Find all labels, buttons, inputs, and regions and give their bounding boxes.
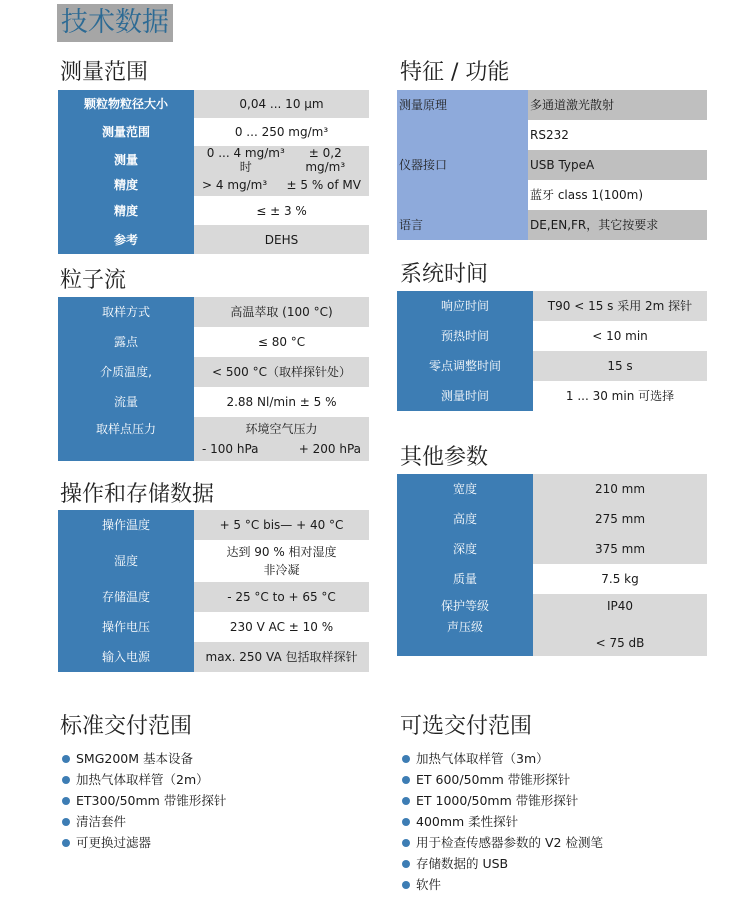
- bullet-icon: [62, 776, 70, 784]
- bullet-icon: [62, 839, 70, 847]
- row-label: 取样点压力: [58, 417, 194, 461]
- table-row: [397, 381, 707, 411]
- table-row: [58, 196, 369, 225]
- list-item: SMG200M 基本设备: [60, 748, 226, 769]
- row-value: 蓝牙 class 1(100m): [528, 180, 707, 210]
- table-row: [58, 510, 369, 540]
- row-value: - 25 °C to + 65 °C: [194, 582, 369, 612]
- row-label: 参考: [58, 225, 194, 254]
- list-item: 清洁套件: [60, 811, 226, 832]
- table-row: [397, 474, 707, 504]
- row-value: max. 250 VA 包括取样探针: [194, 642, 369, 672]
- row-label: 质量: [397, 564, 533, 594]
- bullet-icon: [62, 818, 70, 826]
- table-row: [397, 210, 707, 240]
- value-a: 0 ... 4 mg/m³ 时: [206, 146, 285, 174]
- row-value: 375 mm: [533, 534, 707, 564]
- measure-section-title: 测量范围: [60, 60, 149, 85]
- bullet-icon: [402, 776, 410, 784]
- table-row: [58, 174, 369, 196]
- table-row: [58, 540, 369, 582]
- table-row: [58, 118, 369, 146]
- row-value: < 10 min: [533, 321, 707, 351]
- table-row: [397, 321, 707, 351]
- row-label: 介质温度,: [58, 357, 194, 387]
- row-value: DE,EN,FR，其它按要求: [528, 210, 707, 240]
- bullet-icon: [402, 797, 410, 805]
- row-value: 高温萃取 (100 °C): [194, 297, 369, 327]
- list-item: ET 1000/50mm 带锥形探针: [400, 790, 603, 811]
- row-label: 颗粒物粒径大小: [58, 90, 194, 118]
- row-label: 测量时间: [397, 381, 533, 411]
- features-table: [397, 90, 707, 240]
- row-value: 0,04 ... 10 µm: [194, 90, 369, 118]
- list-item: ET300/50mm 带锥形探针: [60, 790, 226, 811]
- row-value: 2.88 Nl/min ± 5 %: [194, 387, 369, 417]
- row-label: 操作电压: [58, 612, 194, 642]
- list-item: 用于检查传感器参数的 V2 检测笔: [400, 832, 603, 853]
- table-row: [58, 146, 369, 174]
- row-value: USB TypeA: [528, 150, 707, 180]
- row-value: 多通道激光散射: [528, 90, 707, 120]
- table-row: [397, 120, 707, 150]
- row-value: [194, 417, 369, 461]
- row-label: 仪器接口: [397, 120, 528, 210]
- operation-table: [58, 510, 369, 672]
- row-value: DEHS: [194, 225, 369, 254]
- other-section-title: 其他参数: [400, 445, 489, 470]
- table-row: [58, 357, 369, 387]
- table-row: [58, 90, 369, 118]
- value-a: 达到 90 % 相对湿度: [226, 545, 337, 559]
- table-row: [58, 582, 369, 612]
- table-row: [58, 297, 369, 327]
- table-row: [397, 534, 707, 564]
- table-row: [58, 225, 369, 254]
- bullet-icon: [402, 755, 410, 763]
- row-value: 275 mm: [533, 504, 707, 534]
- other-table: [397, 474, 707, 656]
- row-label: 测量原理: [397, 90, 528, 120]
- page-title: 技术数据: [57, 4, 173, 42]
- value-b: ± 0,2 mg/m³: [305, 146, 346, 174]
- row-label: 输入电源: [58, 642, 194, 672]
- row-value: < 75 dB: [533, 618, 707, 656]
- bullet-icon: [62, 797, 70, 805]
- table-row: [397, 618, 707, 656]
- row-label: 露点: [58, 327, 194, 357]
- list-item: 400mm 柔性探针: [400, 811, 603, 832]
- value-a: > 4 mg/m³: [202, 178, 268, 192]
- measure-table: [58, 90, 369, 254]
- features-section-title: 特征 / 功能: [400, 60, 510, 85]
- table-row: [397, 90, 707, 120]
- row-value: ≤ 80 °C: [194, 327, 369, 357]
- row-value: T90 < 15 s 采用 2m 探针: [533, 291, 707, 321]
- row-label: 精度: [58, 174, 194, 196]
- row-label: 存储温度: [58, 582, 194, 612]
- table-row: [397, 564, 707, 594]
- table-row: [397, 504, 707, 534]
- row-value: RS232: [528, 120, 707, 150]
- table-row: [58, 612, 369, 642]
- row-label: 测量范围: [58, 118, 194, 146]
- row-label: 高度: [397, 504, 533, 534]
- optional-section-title: 可选交付范围: [400, 714, 533, 739]
- particle-section-title: 粒子流: [60, 268, 127, 293]
- row-value: ≤ ± 3 %: [194, 196, 369, 225]
- table-row: [58, 417, 369, 461]
- row-value: < 500 °C（取样探针处）: [194, 357, 369, 387]
- row-value: [194, 540, 369, 582]
- row-value: 1 ... 30 min 可选择: [533, 381, 707, 411]
- table-row: [58, 327, 369, 357]
- standard-section-title: 标准交付范围: [60, 714, 193, 739]
- row-label: 语言: [397, 210, 528, 240]
- table-row: [58, 642, 369, 672]
- value-b: 非冷凝: [263, 563, 300, 577]
- row-label: 流量: [58, 387, 194, 417]
- operation-section-title: 操作和存储数据: [60, 482, 215, 507]
- row-value: + 5 °C bis— + 40 °C: [194, 510, 369, 540]
- row-label: 预热时间: [397, 321, 533, 351]
- bullet-icon: [402, 881, 410, 889]
- table-row: [397, 594, 707, 618]
- system-time-table: [397, 291, 707, 411]
- system-time-section-title: 系统时间: [400, 262, 489, 287]
- row-value: IP40: [533, 594, 707, 618]
- value-a: - 100 hPa: [202, 442, 259, 456]
- particle-table: [58, 297, 369, 461]
- row-label: 宽度: [397, 474, 533, 504]
- value-b: + 200 hPa: [298, 442, 361, 456]
- row-label: 响应时间: [397, 291, 533, 321]
- row-value: [194, 146, 369, 174]
- list-item: 加热气体取样管（2m）: [60, 769, 226, 790]
- row-label: 声压级: [397, 618, 533, 656]
- row-value: 15 s: [533, 351, 707, 381]
- value-b: ± 5 % of MV: [286, 178, 361, 192]
- optional-list: [400, 748, 603, 895]
- row-label: 保护等级: [397, 594, 533, 618]
- row-value: [194, 174, 369, 196]
- row-value: 230 V AC ± 10 %: [194, 612, 369, 642]
- value-main: 环境空气压力: [245, 422, 318, 436]
- row-label: 零点调整时间: [397, 351, 533, 381]
- row-label: 湿度: [58, 540, 194, 582]
- bullet-icon: [402, 839, 410, 847]
- table-row: [58, 387, 369, 417]
- row-label: 取样方式: [58, 297, 194, 327]
- row-value: 7.5 kg: [533, 564, 707, 594]
- row-label: 操作温度: [58, 510, 194, 540]
- bullet-icon: [62, 755, 70, 763]
- row-label: 测量: [58, 146, 194, 174]
- row-value: 0 ... 250 mg/m³: [194, 118, 369, 146]
- row-label: 精度: [58, 196, 194, 225]
- list-item: 加热气体取样管（3m）: [400, 748, 603, 769]
- list-item: 存储数据的 USB: [400, 853, 603, 874]
- bullet-icon: [402, 818, 410, 826]
- row-label: 深度: [397, 534, 533, 564]
- table-row: [397, 291, 707, 321]
- standard-list: [60, 748, 226, 853]
- row-value: 210 mm: [533, 474, 707, 504]
- bullet-icon: [402, 860, 410, 868]
- table-row: [397, 351, 707, 381]
- list-item: 可更换过滤器: [60, 832, 226, 853]
- list-item: ET 600/50mm 带锥形探针: [400, 769, 603, 790]
- list-item: 软件: [400, 874, 603, 895]
